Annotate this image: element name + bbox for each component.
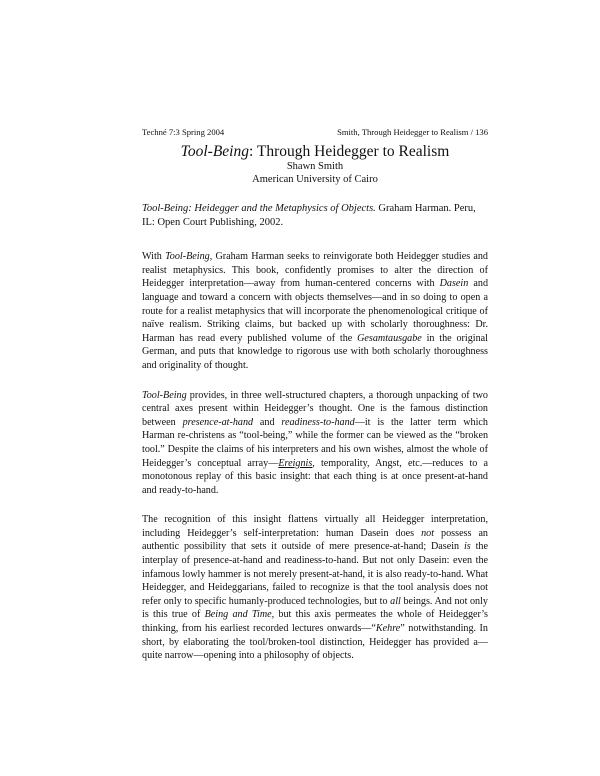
article-title xyxy=(142,143,488,161)
italic-term: presence-at-hand xyxy=(182,416,254,428)
text-run: and xyxy=(253,416,282,428)
italic-term: Dasein xyxy=(439,278,469,290)
running-head-right: Smith, Through Heidegger to Realism / 136 xyxy=(337,127,488,137)
book-citation xyxy=(142,202,488,229)
underlined-term: Ereignis xyxy=(278,457,313,469)
paragraph-2 xyxy=(142,389,488,498)
italic-term: Gesamtausgabe xyxy=(357,332,422,344)
citation-details: Graham Harman. Peru, IL: Open Court Publishing, 2002. xyxy=(142,203,476,228)
running-head-left: Techné 7:3 Spring 2004 xyxy=(142,127,225,137)
text-run: provides, in three well-structured chapters, a thorough unpacking of two central axes present within Heidegger’s thought. One is the famous distinction between xyxy=(142,389,488,428)
text-run: , temporality, Angst, etc.—reduces to a monotonous replay of this basic insight: that each thing is at once present-at-hand and ready-to-hand. xyxy=(142,457,488,496)
text-run: in the original German, and puts that knowledge to rigorous use with both scholarly thoroughness and originality of thought. xyxy=(142,332,488,371)
journal-page xyxy=(142,127,488,663)
text-run: The recognition of this insight flattens virtually all Heidegger interpretation, including Heidegger’s self-interpretation: human Dasein does xyxy=(142,514,488,539)
running-head xyxy=(142,127,488,138)
italic-term: is xyxy=(463,541,471,553)
italic-term: Kehre xyxy=(375,623,401,635)
text-run: but this axis permeates the whole of Heidegger’s thinking, from his earliest recorded lectures onwards—“ xyxy=(142,609,488,635)
author-name: Shawn Smith xyxy=(286,161,344,172)
text-run: —it is the latter term which Harman re-christens as “tool-being,” while the former can be viewed as the “broken tool.” Despite the claims of his interpreters and his own wishes, almost the whole of Heidegger’s conceptual array— xyxy=(142,416,488,469)
article-title-rest: : Through Heidegger to Realism xyxy=(249,143,450,160)
italic-term: Tool-Being xyxy=(142,389,187,401)
paragraph-1 xyxy=(142,250,488,372)
text-run: possess an authentic possibility that sets it outside of mere presence-at-hand; Dasein xyxy=(142,527,488,553)
text-run: and language and toward a concern with objects themselves—and in so doing to open a route for a realist metaphysics that will incorporate the phenomenological critique of naïve realism. Striking claims, but backed up with scholarly thoroughness: Dr. Harman has read every published volume of the xyxy=(142,278,489,344)
italic-term xyxy=(278,458,312,469)
italic-term: readiness-to-hand xyxy=(281,416,355,428)
citation-book-title: Tool-Being: Heidegger and the Metaphysics of Objects. xyxy=(142,203,376,214)
text-run: beings. And not only is this true of xyxy=(142,595,488,621)
text-run: ” notwithstanding. In short, by elaborating the tool/broken-tool distinction, Heidegger has provided a—quite narrow—opening into a philosophy of objects. xyxy=(142,623,488,662)
italic-term: not xyxy=(421,527,435,539)
text-run: the interplay of presence-at-hand and readiness-to-hand. But not only Dasein: even the infamous lowly hammer is not merely present-at-hand, it is also ready-to-hand. What Heidegger, and Heideggarians, failed to recognize is that the tool analysis does not refer only to specific humanly-produced technologies, but to xyxy=(142,541,488,607)
italic-term: Being and Time, xyxy=(204,609,275,621)
article-title-italic: Tool-Being xyxy=(180,143,249,160)
author-affiliation: American University of Cairo xyxy=(252,173,378,185)
italic-term: Tool-Being xyxy=(165,251,210,263)
paragraph-3 xyxy=(142,513,488,663)
text-run: With xyxy=(142,251,166,263)
text-run: , Graham Harman seeks to reinvigorate both Heidegger studies and realist metaphysics. This book, confidently promises to alter the direction of Heidegger interpretation—away from human-centered concerns with xyxy=(142,251,488,290)
italic-term: all xyxy=(390,595,401,607)
